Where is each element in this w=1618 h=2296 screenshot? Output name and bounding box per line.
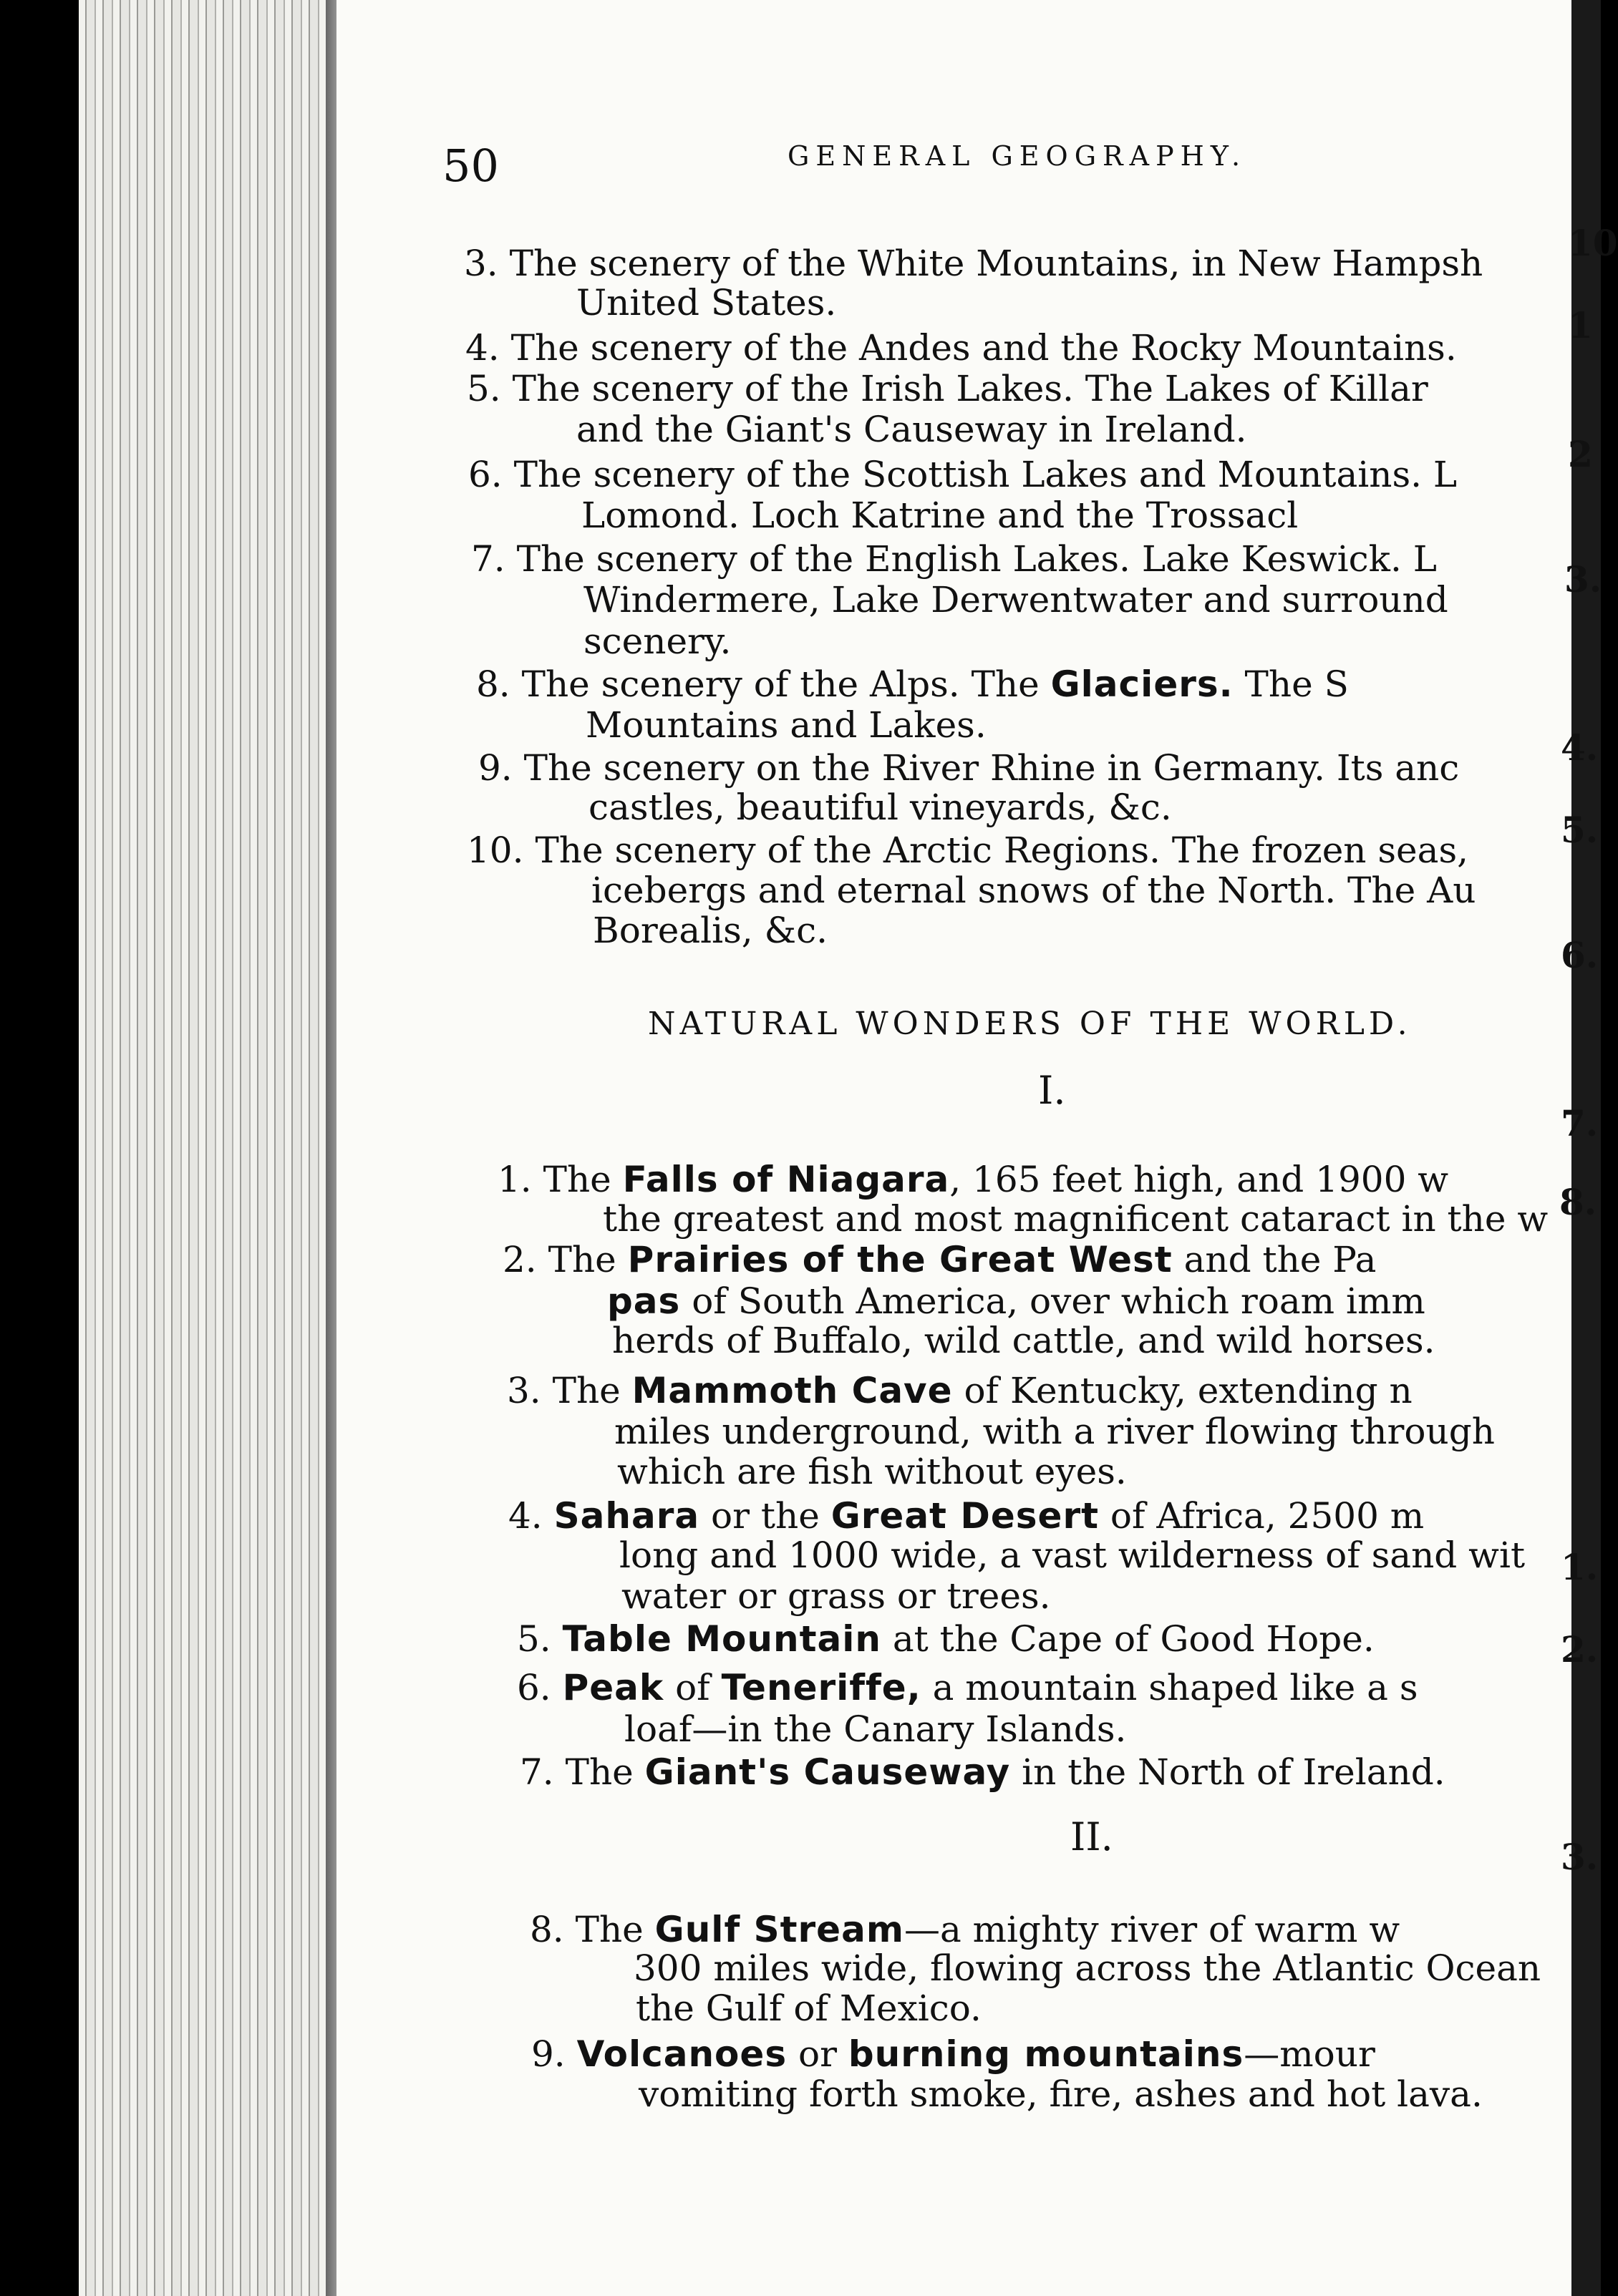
bold-term: Great Desert (830, 1495, 1100, 1537)
part-heading: I. (1038, 1068, 1066, 1113)
margin-number: 7. (1561, 1102, 1599, 1144)
list-item-continuation: herds of Buffalo, wild cattle, and wild horses. (612, 1320, 1435, 1361)
list-item-continuation: icebergs and eternal snows of the North. The Au (591, 870, 1476, 911)
list-item: 3. The scenery of the White Mountains, in New Hampsh (464, 243, 1483, 284)
list-item: 5. Table Mountain at the Cape of Good Hope. (517, 1618, 1375, 1660)
bold-term: burning mountains (848, 2033, 1244, 2075)
bold-term: Falls of Niagara (622, 1159, 950, 1200)
page-edges (79, 0, 351, 2296)
margin-number: 2 (1568, 433, 1593, 475)
bold-term: Table Mountain (562, 1618, 881, 1660)
list-item: 6. Peak of Teneriffe, a mountain shaped like a s (517, 1667, 1418, 1708)
list-item-continuation: scenery. (583, 621, 732, 662)
margin-number: 2. (1561, 1628, 1599, 1670)
list-item-continuation: water or grass or trees. (621, 1575, 1051, 1617)
list-item-continuation: miles underground, with a river flowing through (614, 1411, 1495, 1452)
bold-term: Peak (562, 1667, 664, 1708)
list-item-continuation: vomiting forth smoke, fire, ashes and hot lava. (639, 2073, 1483, 2115)
list-item-continuation: 300 miles wide, flowing across the Atlantic Ocean (634, 1947, 1541, 1989)
bold-term: Sahara (553, 1495, 700, 1537)
margin-number: 3. (1561, 1836, 1599, 1878)
page-number: 50 (442, 140, 499, 192)
part-heading: II. (1070, 1814, 1113, 1859)
bold-term: pas (607, 1280, 681, 1322)
list-item: 4. Sahara or the Great Desert of Africa, 2500 m (508, 1495, 1425, 1537)
list-item: 5. The scenery of the Irish Lakes. The Lakes of Killar (467, 368, 1428, 409)
bold-term: Glaciers. (1050, 663, 1234, 705)
list-item: 6. The scenery of the Scottish Lakes and Mountains. L (468, 454, 1458, 495)
list-item: 9. Volcanoes or burning mountains—mour (531, 2033, 1375, 2075)
bold-term: Gulf Stream (654, 1909, 904, 1950)
list-item: 2. The Prairies of the Great West and the Pa (503, 1239, 1377, 1280)
list-item-continuation: long and 1000 wide, a vast wilderness of sand wit (619, 1534, 1526, 1576)
list-item: 7. The Giant's Causeway in the North of Ireland. (520, 1751, 1445, 1793)
bold-term: Giant's Causeway (644, 1751, 1011, 1793)
list-item: 8. The scenery of the Alps. The Glaciers. The S (476, 663, 1349, 705)
margin-number: 10 (1568, 222, 1618, 264)
list-item-continuation: Mountains and Lakes. (586, 704, 987, 746)
list-item: 9. The scenery on the River Rhine in Germany. Its anc (478, 747, 1460, 789)
margin-number: 3. (1564, 558, 1602, 600)
margin-number: 4. (1561, 726, 1599, 769)
list-item: 10. The scenery of the Arctic Regions. The frozen seas, (467, 830, 1469, 871)
list-item: 7. The scenery of the English Lakes. Lake Keswick. L (471, 538, 1437, 580)
bold-term: Mammoth Cave (631, 1370, 953, 1411)
running-head: GENERAL GEOGRAPHY. (788, 140, 1247, 172)
list-item-continuation: the Gulf of Mexico. (636, 1988, 982, 2029)
list-item-continuation: which are fish without eyes. (617, 1451, 1127, 1492)
list-item-continuation: Windermere, Lake Derwentwater and surround (583, 579, 1448, 621)
margin-number: 8. (1559, 1181, 1597, 1223)
item-number: 3. (464, 243, 498, 284)
bold-term: Volcanoes (576, 2033, 788, 2075)
list-item-continuation: the greatest and most magnificent cataract in the w (603, 1198, 1549, 1240)
list-item: 8. The Gulf Stream—a mighty river of warm w (530, 1909, 1400, 1950)
list-item-continuation: and the Giant's Causeway in Ireland. (576, 409, 1247, 450)
list-item-continuation: loaf—in the Canary Islands. (624, 1708, 1127, 1750)
list-item: 4. The scenery of the Andes and the Rocky Mountains. (465, 327, 1457, 369)
bold-term: Teneriffe, (721, 1667, 921, 1708)
margin-number: 1. (1561, 1546, 1599, 1588)
list-item-continuation: United States. (576, 282, 837, 324)
bold-term: Prairies of the Great West (627, 1239, 1173, 1280)
margin-number: 6. (1561, 934, 1599, 976)
margin-number: 1 (1568, 304, 1593, 346)
list-item-continuation: pas of South America, over which roam imm (607, 1280, 1425, 1322)
list-item-continuation: Lomond. Loch Katrine and the Trossacl (581, 495, 1299, 536)
list-item-continuation: castles, beautiful vineyards, &c. (588, 787, 1172, 828)
margin-number: 5. (1561, 809, 1599, 851)
list-item: 3. The Mammoth Cave of Kentucky, extending n (507, 1370, 1413, 1411)
list-item-continuation: Borealis, &c. (593, 910, 828, 951)
section-title: NATURAL WONDERS OF THE WORLD. (648, 1006, 1412, 1042)
list-item: 1. The Falls of Niagara, 165 feet high, and 1900 w (498, 1159, 1449, 1200)
